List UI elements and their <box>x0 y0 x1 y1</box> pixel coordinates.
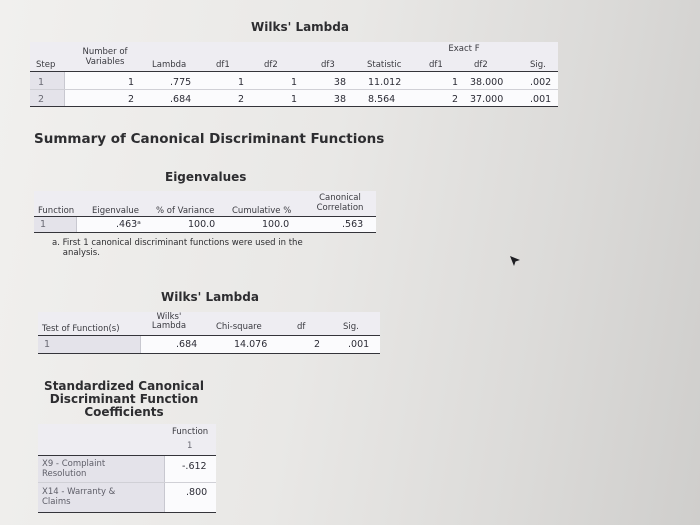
header-number-of-variables: Number of Variables <box>82 47 128 67</box>
header-pct-variance: % of Variance <box>156 206 215 216</box>
row-test: 1 <box>44 339 51 350</box>
header-statistic: Statistic <box>367 60 402 70</box>
table-footnote: a. First 1 canonical discriminant functions were used in the analysis. <box>52 238 303 258</box>
header-canonical-correlation: Canonical Correlation <box>316 193 364 213</box>
row-lambda: .775 <box>170 77 192 88</box>
row-num-vars: 1 <box>127 77 134 88</box>
row-pct-variance: 100.0 <box>188 219 216 230</box>
header-df3: df3 <box>321 60 335 70</box>
row-eigenvalue: .463ᵃ <box>116 219 141 230</box>
row-sig: .001 <box>530 94 552 105</box>
table-title: Eigenvalues <box>165 170 247 184</box>
row-f-df2: 38.000 <box>470 77 504 88</box>
header-eigenvalue: Eigenvalue <box>92 206 139 216</box>
header-f-df2: df2 <box>474 60 488 70</box>
header-cumulative: Cumulative % <box>232 206 292 216</box>
row-lambda: .684 <box>170 94 192 105</box>
header-chi-square: Chi-square <box>216 322 262 332</box>
row-f-df1: 1 <box>451 77 458 88</box>
row-label: X14 - Warranty & Claims <box>42 487 116 507</box>
row-chi-square: 14.076 <box>234 339 268 350</box>
row-f-df1: 2 <box>451 94 458 105</box>
row-step: 1 <box>38 77 45 88</box>
table-title: Standardized Canonical Discriminant Function Coefficients <box>44 379 204 419</box>
header-function-number: 1 <box>187 441 193 451</box>
row-lambda: .684 <box>176 339 198 350</box>
header-wilks-lambda: Wilks' Lambda <box>151 312 187 331</box>
row-label: X9 - Complaint Resolution <box>42 459 106 479</box>
row-df: 2 <box>313 339 320 350</box>
header-sig: Sig. <box>530 60 546 70</box>
header-function: Function <box>38 206 75 216</box>
row-df1: 2 <box>237 94 244 105</box>
header-df1: df1 <box>216 60 230 70</box>
header-lambda: Lambda <box>152 60 187 70</box>
row-f-df2: 37.000 <box>470 94 504 105</box>
header-step: Step <box>36 60 56 70</box>
header-df: df <box>297 322 306 332</box>
summary-heading: Summary of Canonical Discriminant Functions <box>34 131 385 147</box>
row-sig: .002 <box>530 77 552 88</box>
row-step: 2 <box>38 94 45 105</box>
row-sig: .001 <box>348 339 370 350</box>
row-df1: 1 <box>237 77 244 88</box>
header-test-of-functions: Test of Function(s) <box>42 324 120 334</box>
table-title: Wilks' Lambda <box>251 20 349 34</box>
table-title: Wilks' Lambda <box>161 290 259 304</box>
row-df3: 38 <box>333 94 346 105</box>
row-canonical: .563 <box>342 219 364 230</box>
row-df2: 1 <box>290 94 297 105</box>
row-function: 1 <box>40 219 47 230</box>
row-num-vars: 2 <box>127 94 134 105</box>
row-value: -.612 <box>182 461 207 472</box>
row-value: .800 <box>186 487 208 498</box>
row-statistic: 11.012 <box>368 77 402 88</box>
row-cumulative: 100.0 <box>262 219 290 230</box>
row-df2: 1 <box>290 77 297 88</box>
header-f-df1: df1 <box>429 60 443 70</box>
row-df3: 38 <box>333 77 346 88</box>
header-df2: df2 <box>264 60 278 70</box>
row-statistic: 8.564 <box>368 94 396 105</box>
mouse-pointer-icon <box>508 253 522 272</box>
header-sig: Sig. <box>343 322 359 332</box>
header-exact-f: Exact F <box>448 44 480 54</box>
header-function: Function <box>172 427 209 437</box>
